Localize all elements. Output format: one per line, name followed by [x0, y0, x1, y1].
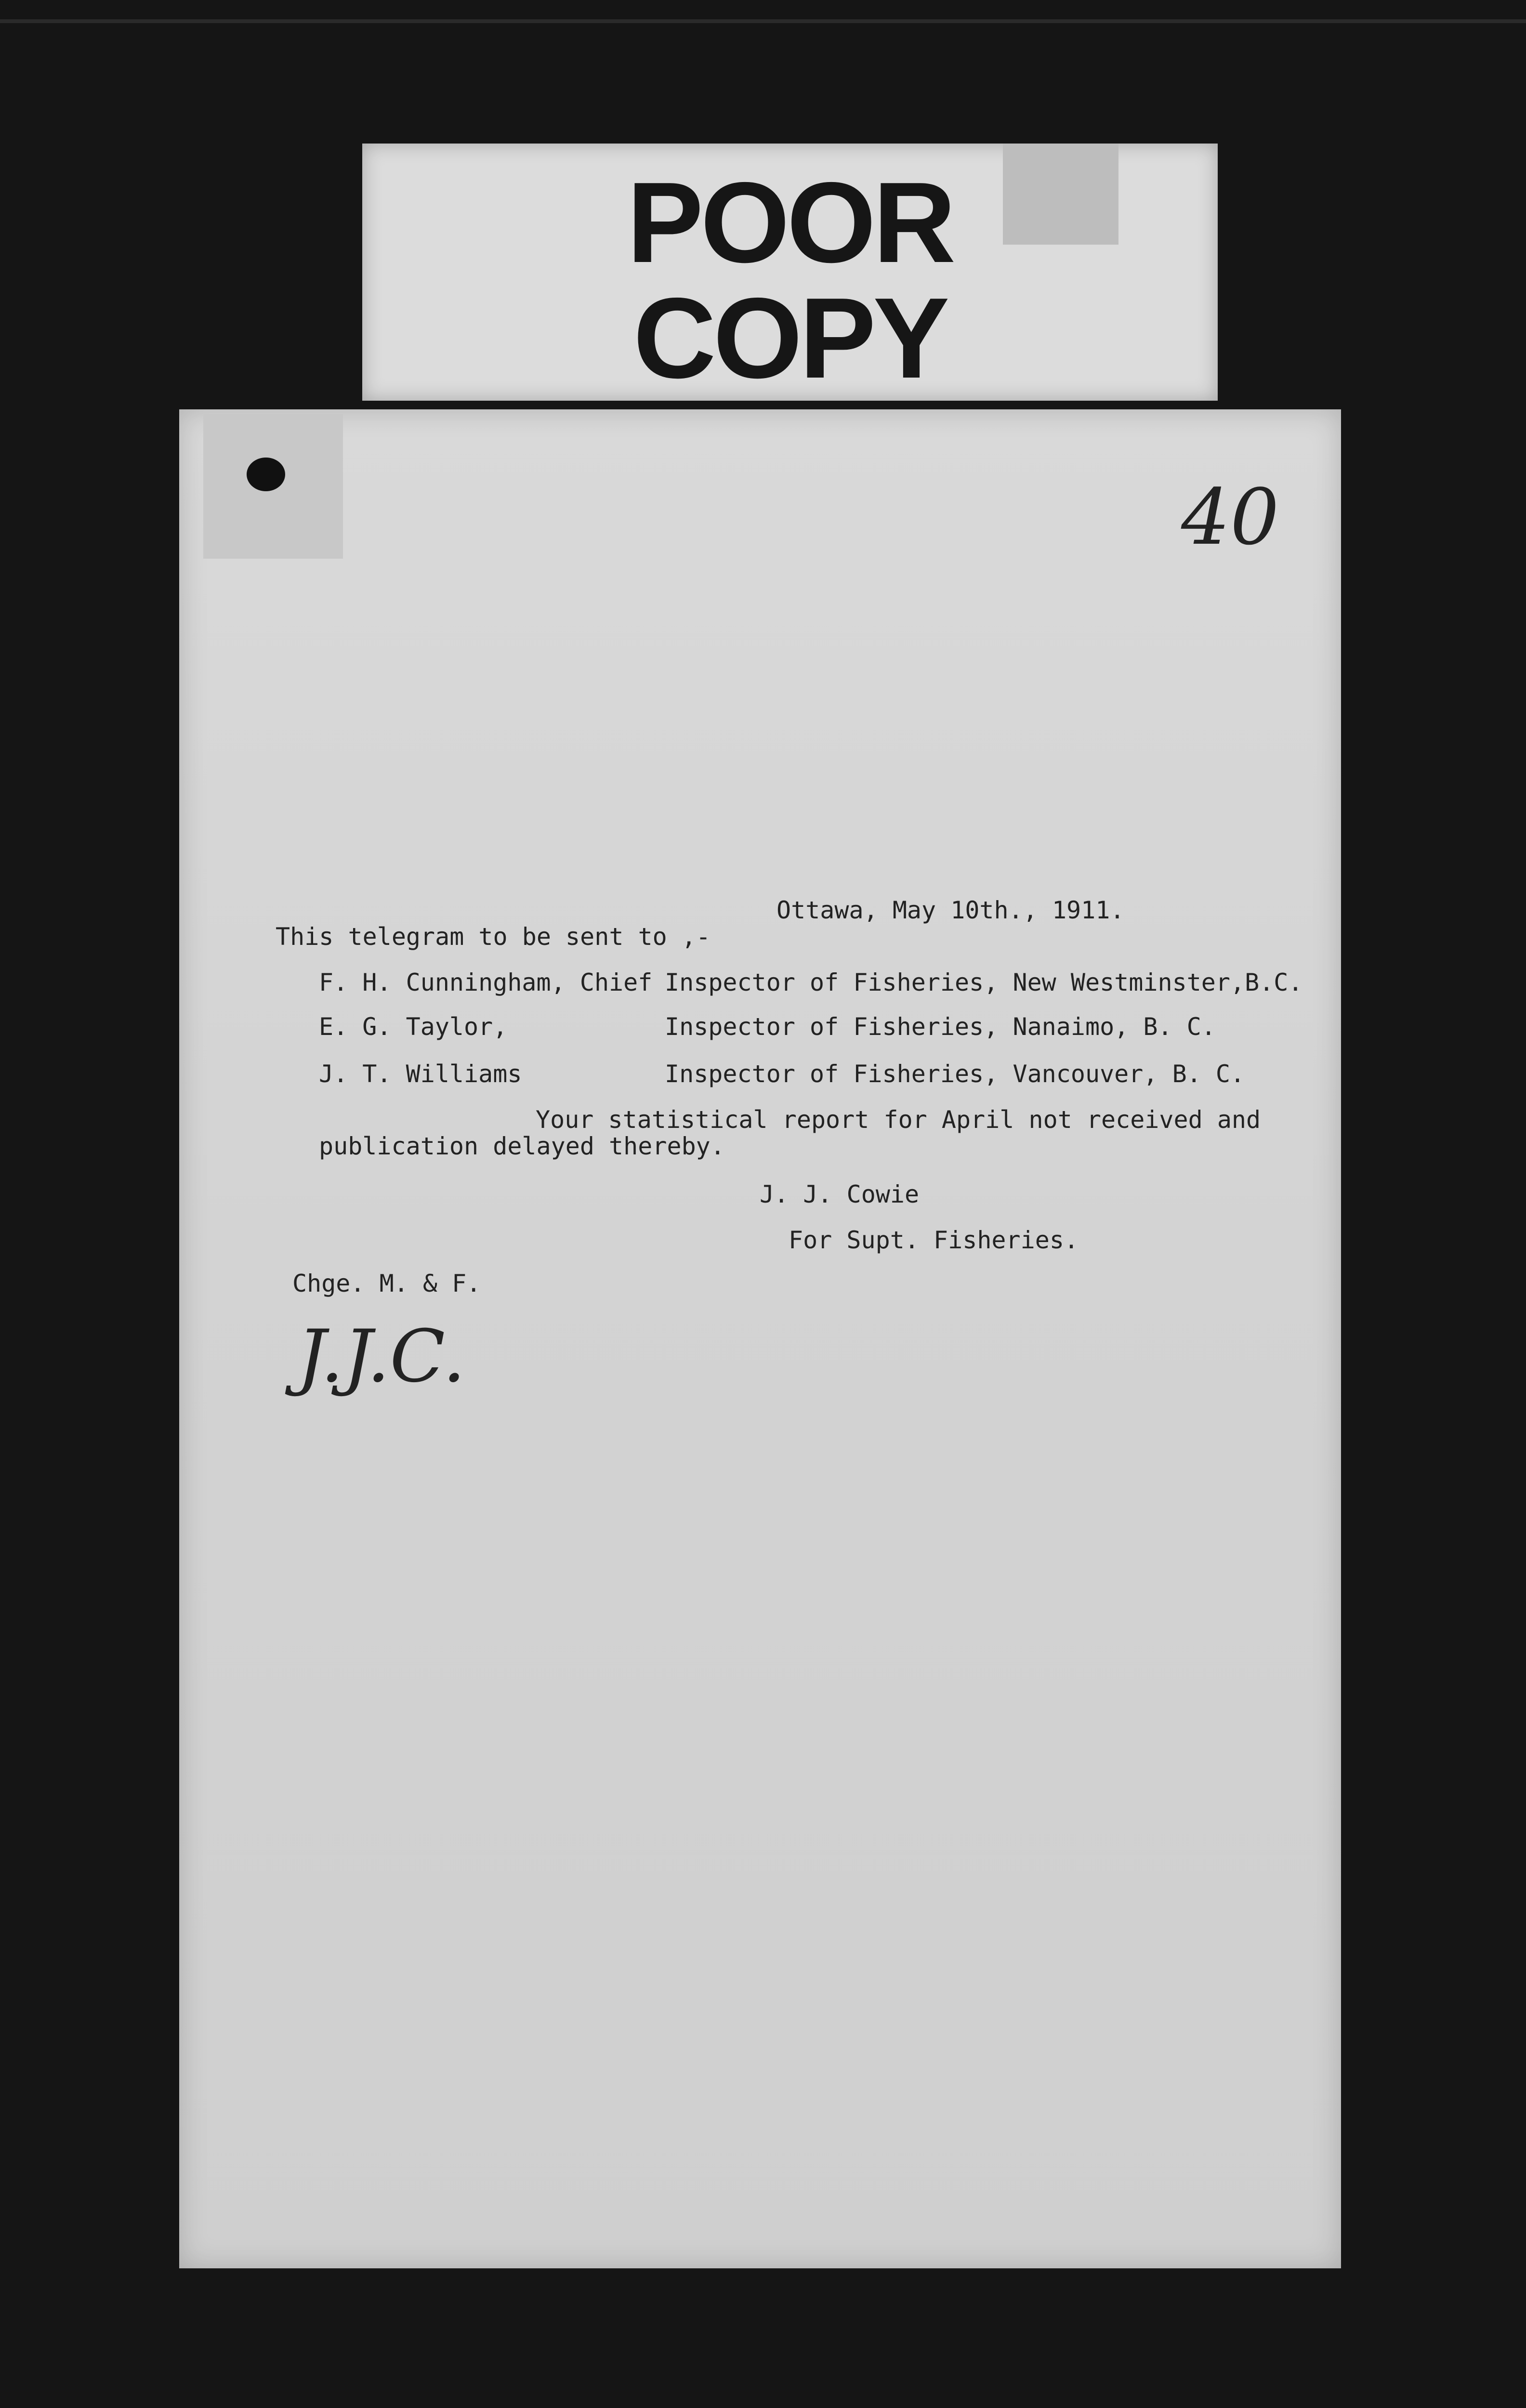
telegram-document: [179, 409, 1341, 2268]
message-line-2: publication delayed thereby.: [319, 1132, 725, 1160]
poor-copy-label: [362, 144, 1218, 401]
recipient-1-title: Inspector of Fisheries, New Westminster,B.C.: [665, 968, 1303, 996]
punch-hole-icon: [247, 458, 285, 491]
handwritten-initials: J.J.C.: [297, 1315, 466, 1399]
recipient-3-title: Inspector of Fisheries, Vancouver, B. C.: [665, 1060, 1245, 1088]
poor-copy-line2: COPY: [633, 275, 947, 402]
dateline: Ottawa, May 10th., 1911.: [776, 896, 1125, 924]
folio-number: 40: [1181, 472, 1279, 562]
film-edge-top: [0, 19, 1526, 23]
recipient-2-name: E. G. Taylor,: [319, 1013, 508, 1041]
recipient-2-title: Inspector of Fisheries, Nanaimo, B. C.: [665, 1013, 1216, 1041]
recipient-3-name: J. T. Williams: [319, 1060, 522, 1088]
telegram-intro: This telegram to be sent to ,-: [276, 923, 711, 951]
signature-title: For Supt. Fisheries.: [789, 1226, 1079, 1254]
recipient-1-name: F. H. Cunningham, Chief: [319, 968, 653, 996]
message-line-1: Your statistical report for April not received and: [536, 1106, 1261, 1134]
signature: J. J. Cowie: [760, 1180, 920, 1208]
charge-line: Chge. M. & F.: [292, 1269, 481, 1297]
poor-copy-line1: POOR: [627, 159, 953, 287]
